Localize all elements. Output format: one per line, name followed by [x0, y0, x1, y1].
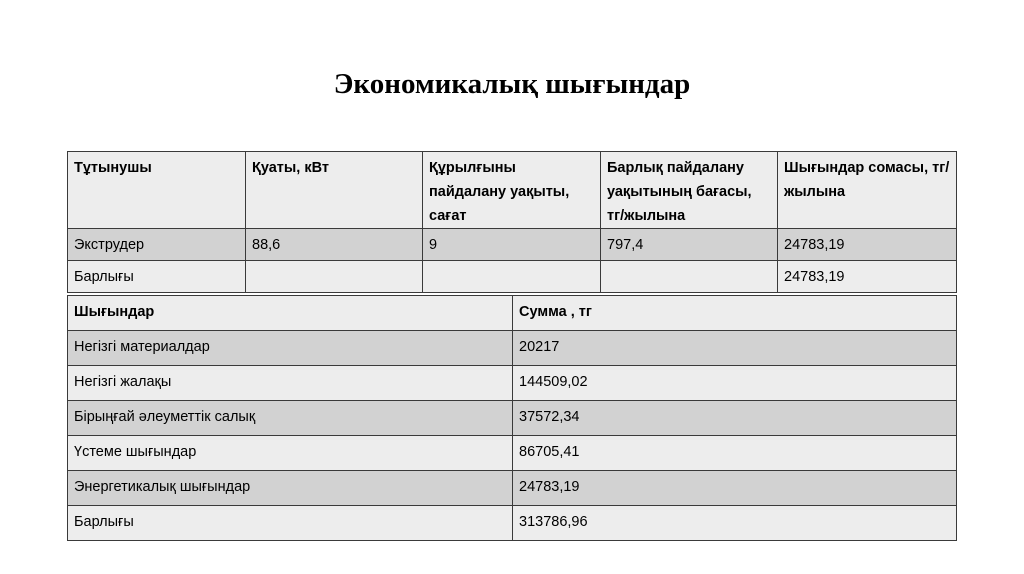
table-cell [423, 261, 601, 293]
table-cell: Негізгі жалақы [68, 366, 513, 401]
table-cell: Барлығы [68, 506, 513, 541]
header-cell-expenses: Шығындар [68, 296, 513, 331]
table-cell: 20217 [513, 331, 957, 366]
table-cell: 24783,19 [778, 229, 957, 261]
table-cell [601, 261, 778, 293]
table-cell: Барлығы [68, 261, 246, 293]
table-row [68, 401, 957, 436]
table-cell [246, 261, 423, 293]
table-cell: Бірыңғай әлеуметтік салық [68, 401, 513, 436]
table-cell: 144509,02 [513, 366, 957, 401]
table-cell: Үстеме шығындар [68, 436, 513, 471]
table-cell: 313786,96 [513, 506, 957, 541]
table-cell: 797,4 [601, 229, 778, 261]
table-row [68, 229, 957, 261]
header-cell-expense-sum: Шығындар сомасы, тг/жылына [778, 152, 957, 229]
table-row [68, 436, 957, 471]
table-cell: Экструдер [68, 229, 246, 261]
table-cell: 24783,19 [513, 471, 957, 506]
table-row [68, 331, 957, 366]
table-cell: 88,6 [246, 229, 423, 261]
table-cell: 24783,19 [778, 261, 957, 293]
page-title: Экономикалық шығындар [333, 68, 691, 100]
table-header-row [68, 296, 957, 331]
energy-cost-table [67, 151, 957, 293]
header-cell-power: Қуаты, кВт [246, 152, 423, 229]
table-row [68, 366, 957, 401]
table-row-total [68, 506, 957, 541]
table-cell: 37572,34 [513, 401, 957, 436]
table-cell: 9 [423, 229, 601, 261]
table-header-row [68, 152, 957, 229]
table-cell: Энергетикалық шығындар [68, 471, 513, 506]
header-cell-consumer: Тұтынушы [68, 152, 246, 229]
header-cell-amount: Сумма , тг [513, 296, 957, 331]
table-cell: 86705,41 [513, 436, 957, 471]
header-cell-usage-time: Құрылғыны пайдалану уақыты, сағат [423, 152, 601, 229]
table-cell: Негізгі материалдар [68, 331, 513, 366]
header-cell-total-cost: Барлық пайдалану уақытының бағасы, тг/жылына [601, 152, 778, 229]
table-row [68, 471, 957, 506]
table-row-total [68, 261, 957, 293]
expenses-summary-table [67, 295, 957, 541]
